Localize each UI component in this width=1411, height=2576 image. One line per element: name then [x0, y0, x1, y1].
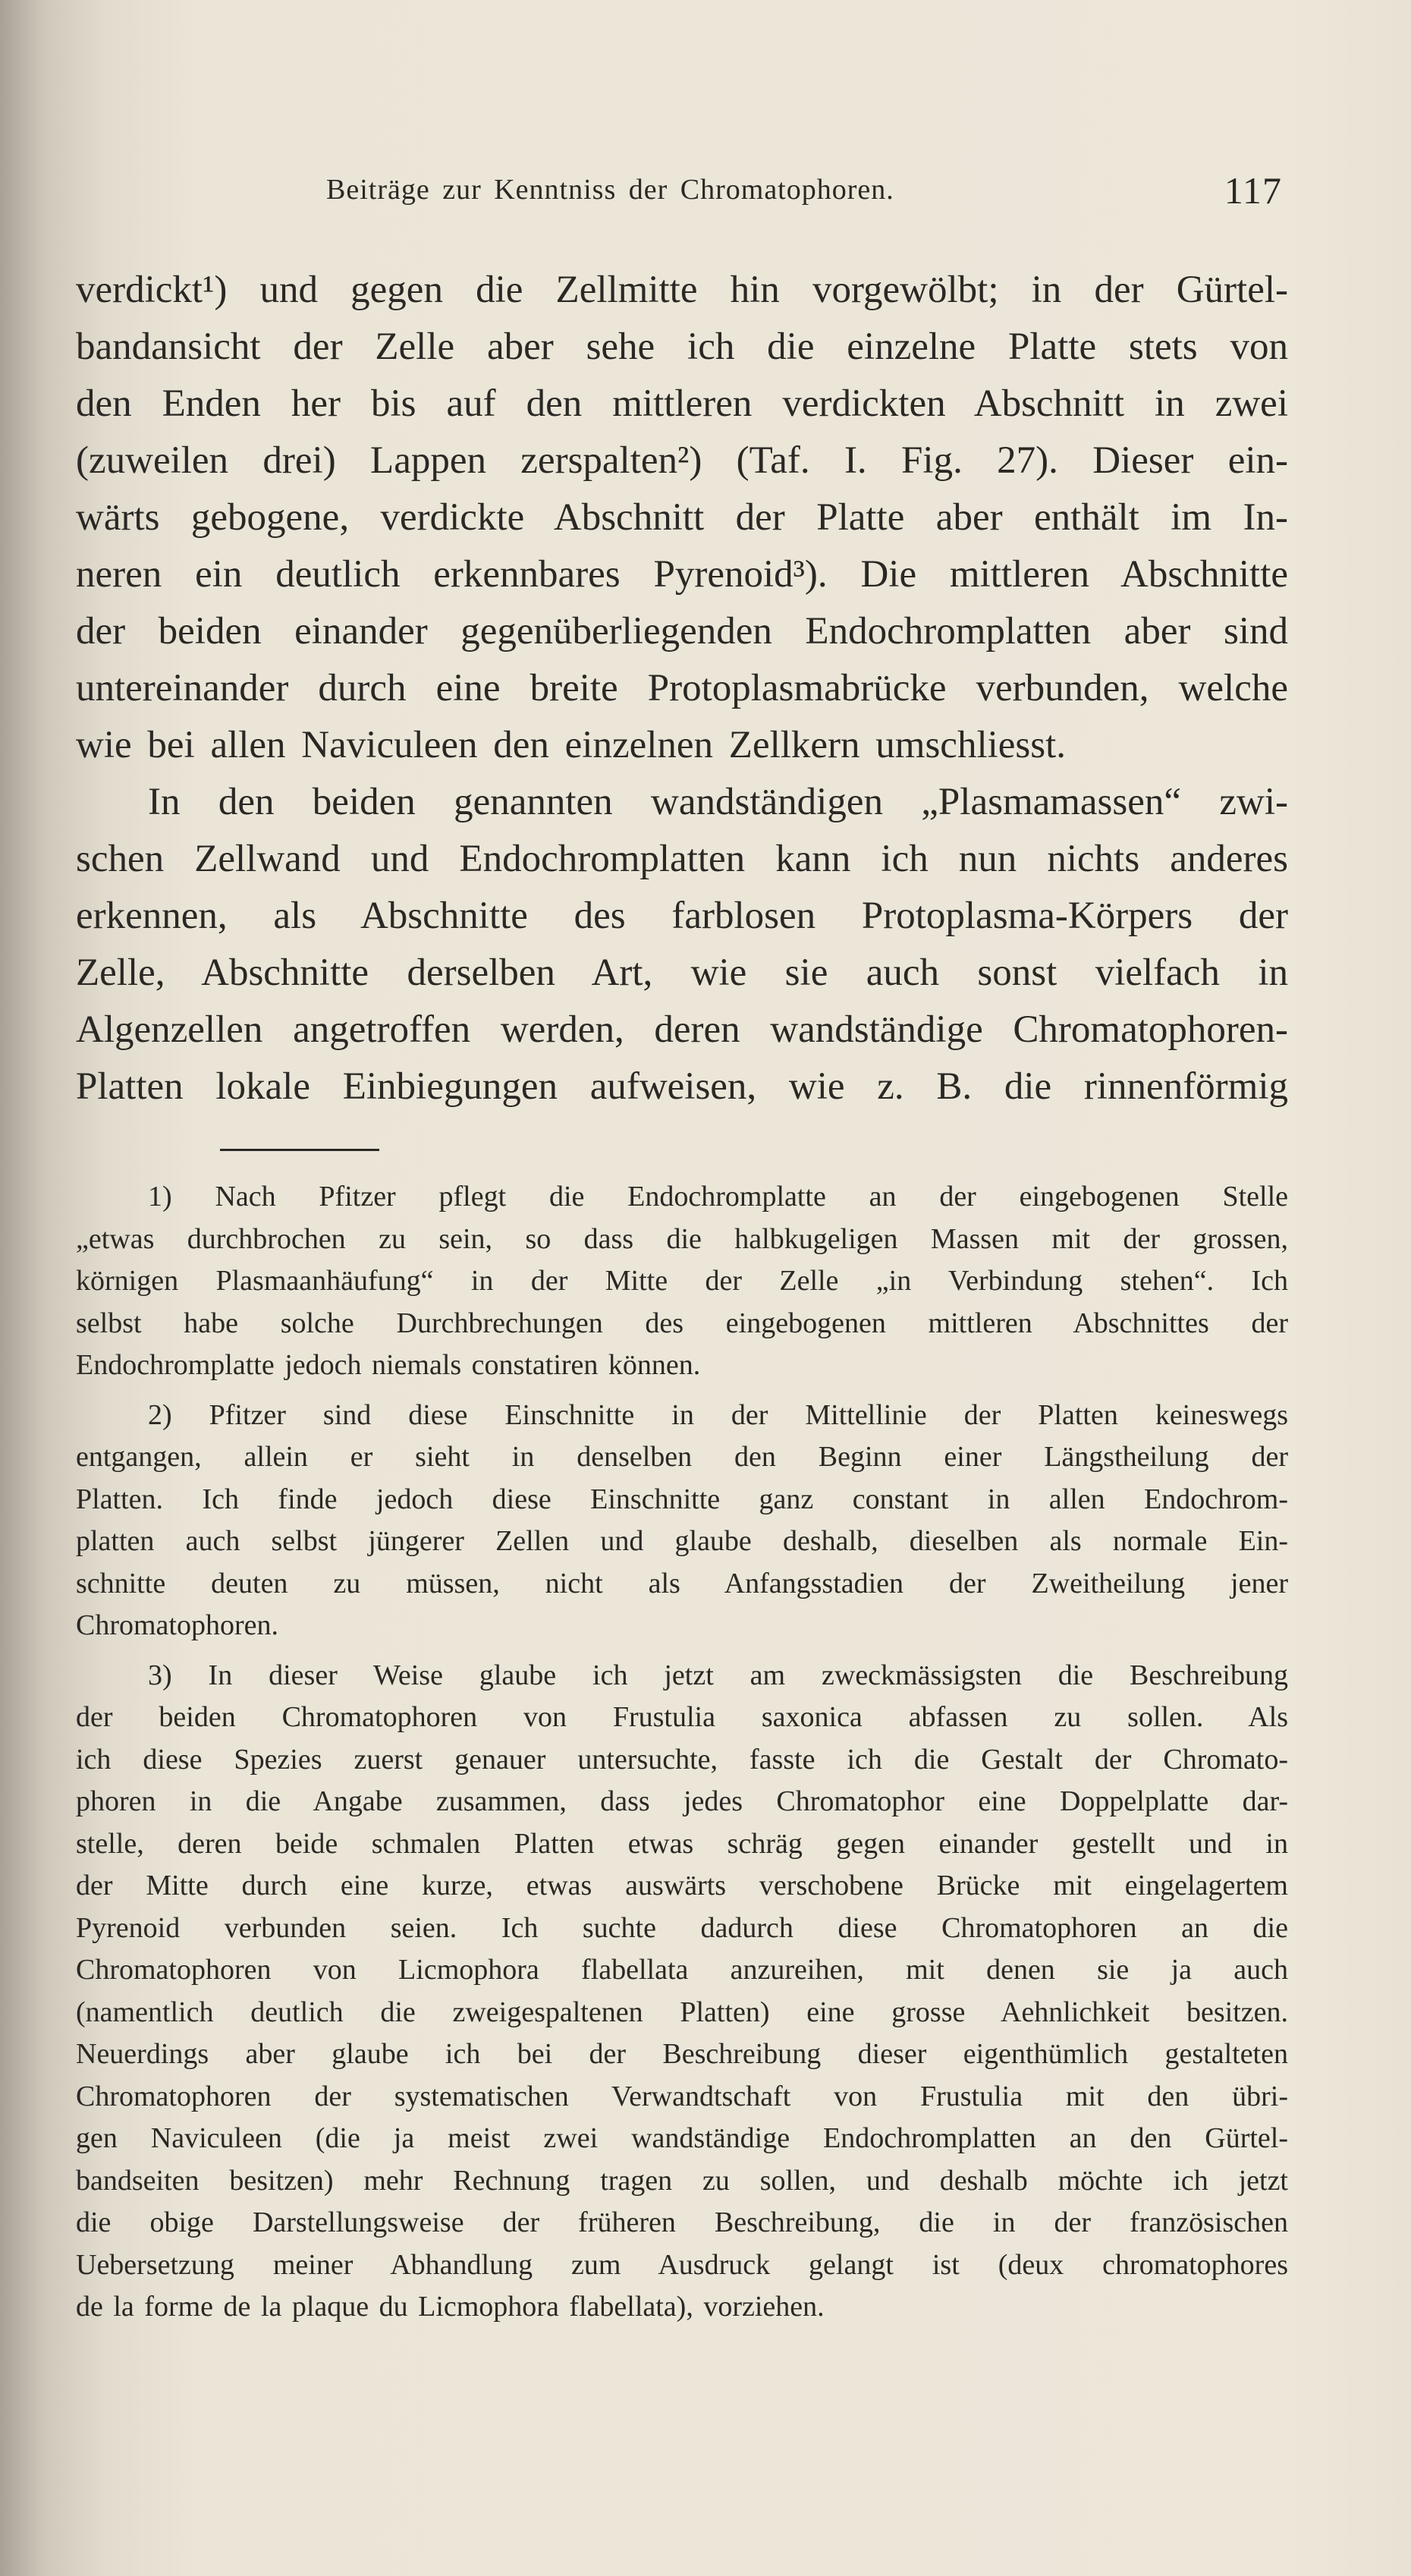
running-title: Beiträge zur Kenntniss der Chromatophoren. — [326, 174, 894, 206]
footnote-line: entgangen, allein er sieht in denselben den Beginn einer Längstheilung der — [76, 1441, 1288, 1473]
footnote-line: schnitte deuten zu müssen, nicht als Anfangsstadien der Zweitheilung jener — [76, 1567, 1288, 1599]
footnote-line: Neuerdings aber glaube ich bei der Beschreibung dieser eigenthümlich gestalteten — [76, 2038, 1288, 2070]
footnote-line: 1) Nach Pfitzer pflegt die Endochromplatte an der eingebogenen Stelle — [148, 1181, 1288, 1213]
footnote-line: Uebersetzung meiner Abhandlung zum Ausdruck gelangt ist (deux chromatophores — [76, 2248, 1288, 2281]
footnotes — [76, 1176, 1288, 2336]
text-line: den Enden her bis auf den mittleren verdickten Abschnitt in zwei — [76, 382, 1288, 425]
footnote-line: 3) In dieser Weise glaube ich jetzt am zweckmässigsten die Beschreibung — [148, 1659, 1288, 1691]
footnote-3 — [76, 1655, 1288, 2329]
text-line: Algenzellen angetroffen werden, deren wandständige Chromatophoren- — [76, 1008, 1288, 1051]
text-line: wärts gebogene, verdickte Abschnitt der Platte aber enthält im In- — [76, 496, 1288, 539]
text-line: verdickt¹) und gegen die Zellmitte hin vorgewölbt; in der Gürtel- — [76, 269, 1288, 311]
page-number: 117 — [1224, 169, 1282, 212]
footnote-line: bandseiten besitzen) mehr Rechnung tragen zu sollen, und deshalb möchte ich jetzt — [76, 2164, 1288, 2197]
footnote-line: phoren in die Angabe zusammen, dass jedes Chromatophor eine Doppelplatte dar- — [76, 1785, 1288, 1817]
footnote-line: (namentlich deutlich die zweigespaltenen Platten) eine grosse Aehnlichkeit besitzen. — [76, 1996, 1288, 2028]
footnote-line: ich diese Spezies zuerst genauer untersuchte, fasste ich die Gestalt der Chromato- — [76, 1743, 1288, 1776]
footnote-line: Chromatophoren. — [76, 1609, 279, 1641]
text-line: Platten lokale Einbiegungen aufweisen, wie z. B. die rinnenförmig — [76, 1065, 1288, 1108]
text-line: neren ein deutlich erkennbares Pyrenoid³). Die mittleren Abschnitte — [76, 553, 1288, 596]
footnote-line: selbst habe solche Durchbrechungen des eingebogenen mittleren Abschnittes der — [76, 1307, 1288, 1339]
text-line: untereinander durch eine breite Protoplasmabrücke verbunden, welche — [76, 667, 1288, 709]
footnote-line: Chromatophoren von Licmophora flabellata anzureihen, mit denen sie ja auch — [76, 1954, 1288, 1986]
footnote-line: gen Naviculeen (die ja meist zwei wandständige Endochromplatten an den Gürtel- — [76, 2122, 1288, 2154]
footnote-2 — [76, 1395, 1288, 1647]
text-line: Zelle, Abschnitte derselben Art, wie sie auch sonst vielfach in — [76, 951, 1288, 994]
footnote-line: Chromatophoren der systematischen Verwandtschaft von Frustulia mit den übri- — [76, 2080, 1288, 2112]
text-line: schen Zellwand und Endochromplatten kann ich nun nichts anderes — [76, 838, 1288, 880]
footnote-1 — [76, 1176, 1288, 1387]
footnote-line: de la forme de la plaque du Licmophora flabellata), vorziehen. — [76, 2291, 825, 2323]
footnote-line: körnigen Plasmaanhäufung“ in der Mitte der Zelle „in Verbindung stehen“. Ich — [76, 1265, 1288, 1297]
page-header — [326, 169, 1282, 219]
main-text — [76, 262, 1288, 1115]
footnote-line: Pyrenoid verbunden seien. Ich suchte dadurch diese Chromatophoren an die — [76, 1911, 1288, 1944]
text-line: In den beiden genannten wandständigen „Plasmamassen“ zwi- — [148, 781, 1288, 823]
text-line: erkennen, als Abschnitte des farblosen Protoplasma-Körpers der — [76, 895, 1288, 937]
footnote-line: platten auch selbst jüngerer Zellen und glaube deshalb, dieselben als normale Ein- — [76, 1525, 1288, 1557]
footnote-line: die obige Darstellungsweise der früheren Beschreibung, die in der französischen — [76, 2206, 1288, 2238]
text-line: (zuweilen drei) Lappen zerspalten²) (Taf. I. Fig. 27). Dieser ein- — [76, 439, 1288, 482]
text-line: der beiden einander gegenüberliegenden Endochromplatten aber sind — [76, 610, 1288, 653]
footnote-line: der Mitte durch eine kurze, etwas auswärts verschobene Brücke mit eingelagertem — [76, 1870, 1288, 1901]
footnote-line: Platten. Ich finde jedoch diese Einschnitte ganz constant in allen Endochrom- — [76, 1483, 1288, 1515]
footnote-line: 2) Pfitzer sind diese Einschnitte in der Mittellinie der Platten keineswegs — [148, 1398, 1288, 1431]
footnote-line: der beiden Chromatophoren von Frustulia saxonica abfassen zu sollen. Als — [76, 1701, 1288, 1733]
text-line: wie bei allen Naviculeen den einzelnen Zellkern umschliesst. — [76, 724, 1067, 766]
text-line: bandansicht der Zelle aber sehe ich die einzelne Platte stets von — [76, 326, 1288, 368]
footnote-line: Endochromplatte jedoch niemals constatiren können. — [76, 1349, 701, 1381]
footnote-line: stelle, deren beide schmalen Platten etwas schräg gegen einander gestellt und in — [76, 1827, 1288, 1860]
footnote-separator — [220, 1149, 379, 1151]
footnote-line: „etwas durchbrochen zu sein, so dass die halbkugeligen Massen mit der grossen, — [76, 1222, 1288, 1255]
